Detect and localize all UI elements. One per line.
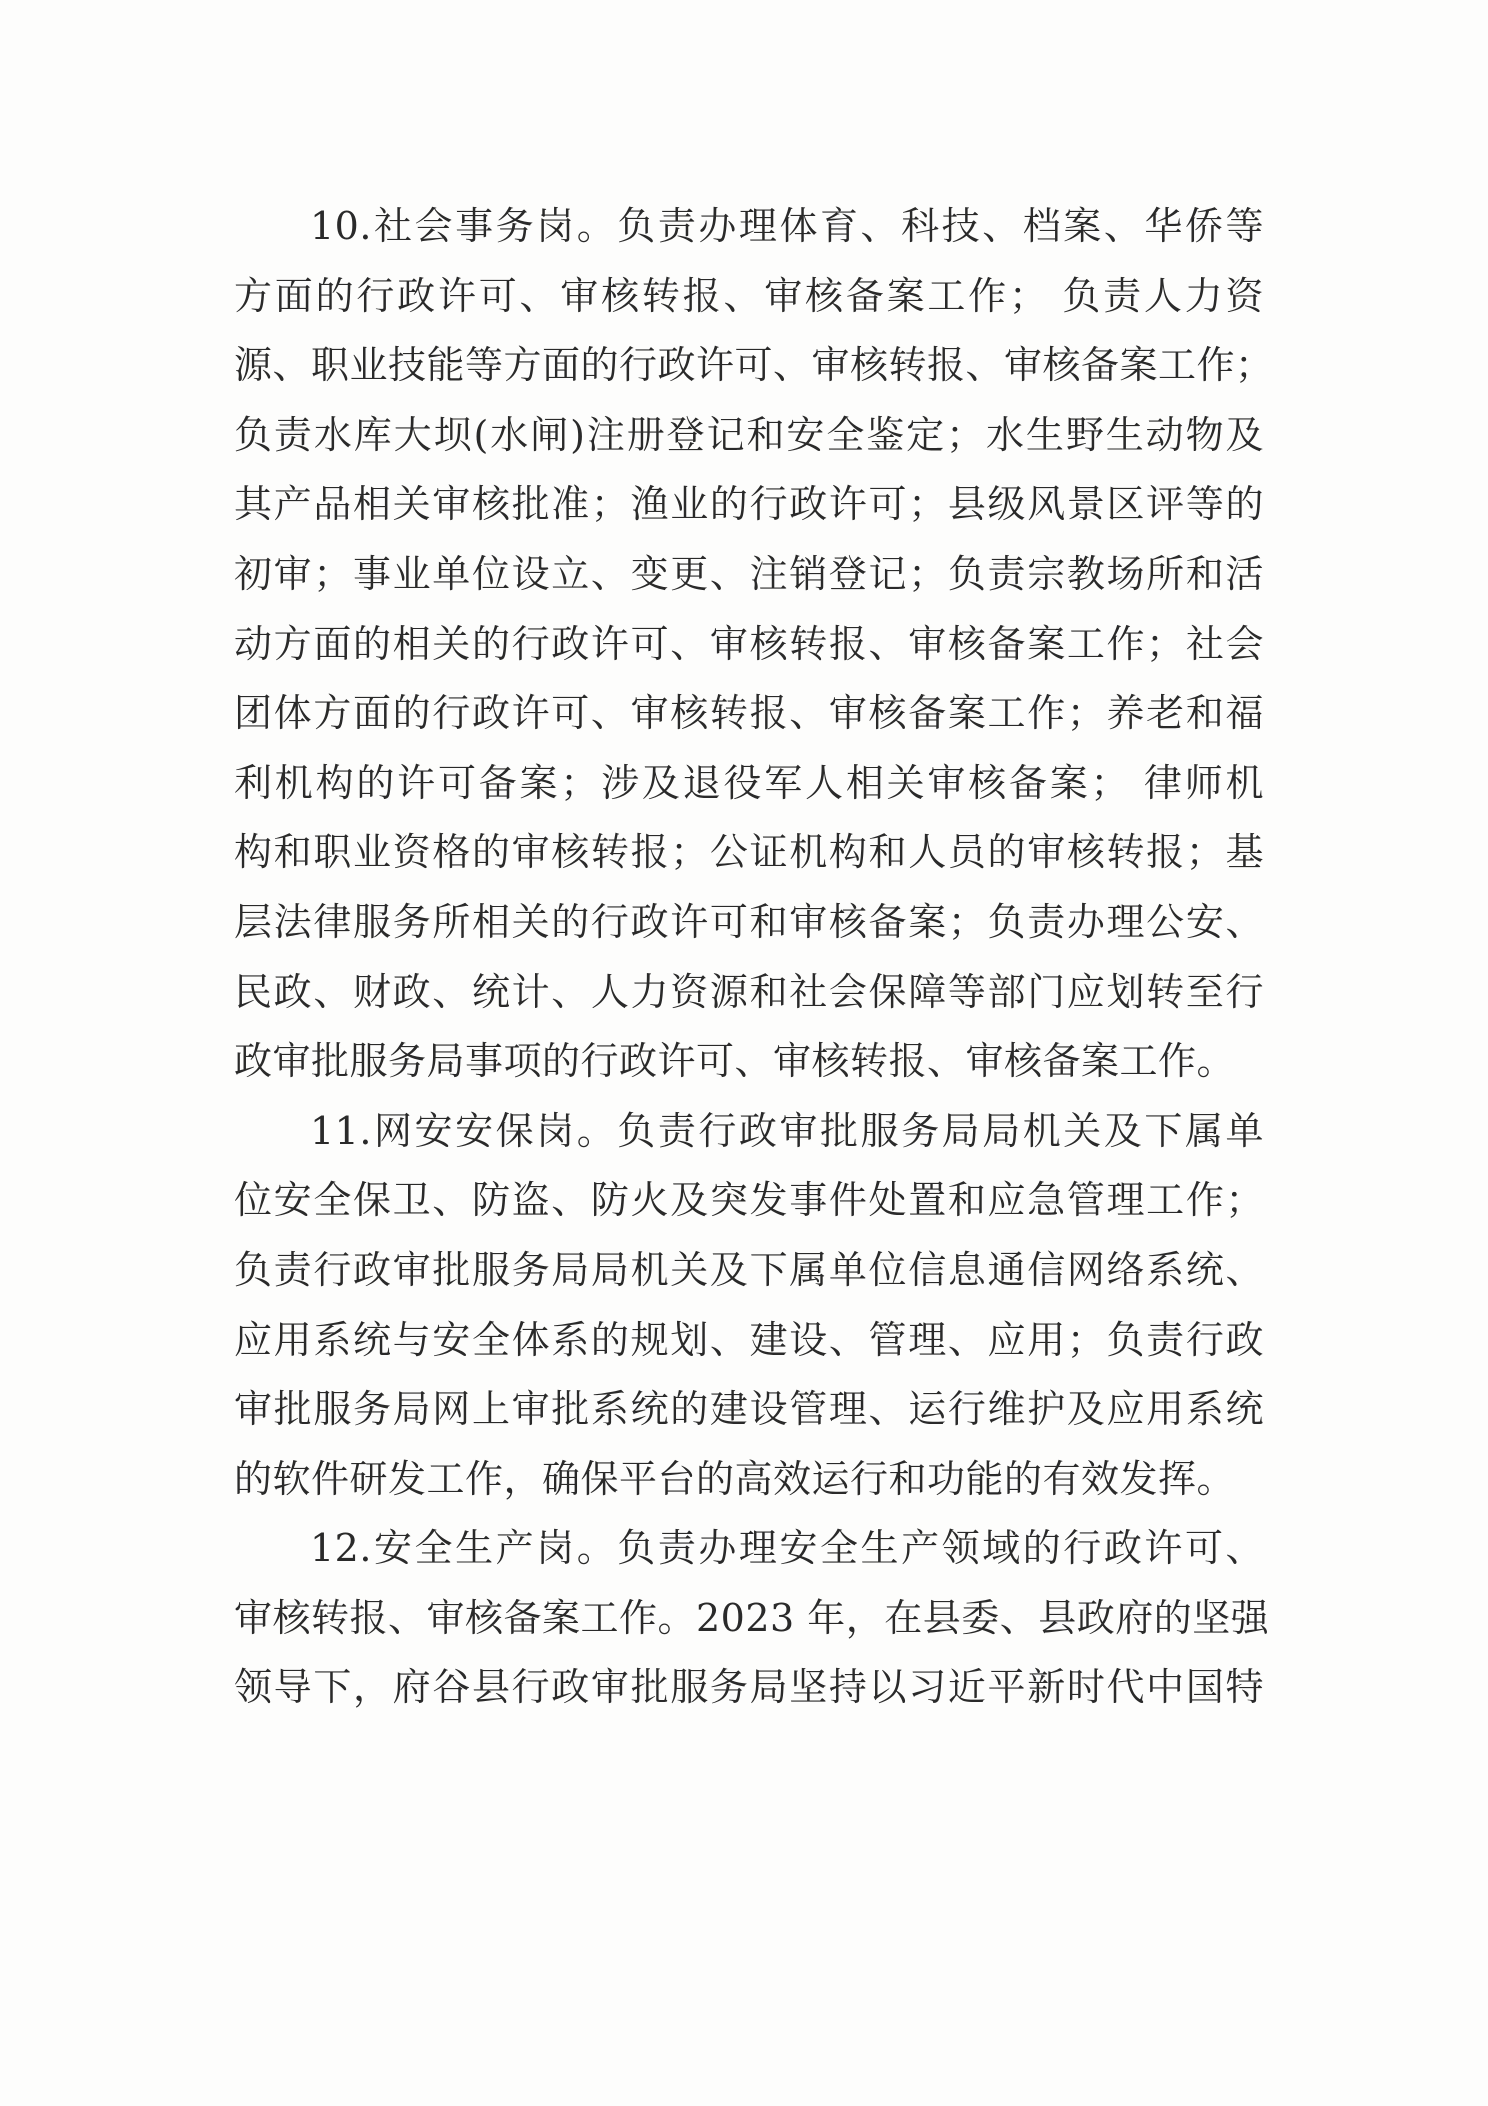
paragraph-10-line-7: 动方面的相关的行政许可、审核转报、审核备案工作；社会 bbox=[234, 621, 1264, 666]
paragraph-12-line-1: 12.安全生产岗。负责办理安全生产领域的行政许可、 bbox=[310, 1526, 1264, 1571]
paragraph-10-line-9: 利机构的许可备案；涉及退役军人相关审核备案； 律师机 bbox=[234, 760, 1264, 805]
paragraph-11-line-3: 负责行政审批服务局局机关及下属单位信息通信网络系统、 bbox=[234, 1247, 1264, 1292]
paragraph-10-line-6: 初审；事业单位设立、变更、注销登记；负责宗教场所和活 bbox=[234, 551, 1264, 596]
paragraph-10-line-2: 方面的行政许可、审核转报、审核备案工作； 负责人力资 bbox=[234, 273, 1264, 318]
paragraph-10-line-11: 层法律服务所相关的行政许可和审核备案；负责办理公安、 bbox=[234, 899, 1264, 944]
paragraph-11-line-6: 的软件研发工作，确保平台的高效运行和功能的有效发挥。 bbox=[234, 1456, 1236, 1501]
paragraph-11-line-2: 位安全保卫、防盗、防火及突发事件处置和应急管理工作； bbox=[234, 1178, 1264, 1223]
paragraph-10-line-10: 构和职业资格的审核转报；公证机构和人员的审核转报；基 bbox=[234, 830, 1264, 875]
paragraph-11-line-5: 审批服务局网上审批系统的建设管理、运行维护及应用系统 bbox=[234, 1387, 1264, 1432]
paragraph-10-line-4: 负责水库大坝(水闸)注册登记和安全鉴定；水生野生动物及 bbox=[234, 412, 1264, 457]
paragraph-10-line-12: 民政、财政、统计、人力资源和社会保障等部门应划转至行 bbox=[234, 969, 1264, 1014]
paragraph-10-line-8: 团体方面的行政许可、审核转报、审核备案工作；养老和福 bbox=[234, 691, 1264, 736]
paragraph-11-line-4: 应用系统与安全体系的规划、建设、管理、应用；负责行政 bbox=[234, 1317, 1264, 1362]
paragraph-10-line-13: 政审批服务局事项的行政许可、审核转报、审核备案工作。 bbox=[234, 1039, 1236, 1084]
paragraph-11-line-1: 11.网安安保岗。负责行政审批服务局局机关及下属单 bbox=[310, 1108, 1264, 1153]
paragraph-12-line-3: 领导下，府谷县行政审批服务局坚持以习近平新时代中国特 bbox=[234, 1665, 1264, 1710]
paragraph-10-line-1: 10.社会事务岗。负责办理体育、科技、档案、华侨等 bbox=[310, 204, 1264, 248]
paragraph-10-line-3: 源、职业技能等方面的行政许可、审核转报、审核备案工作； bbox=[234, 343, 1274, 388]
body-text bbox=[234, 192, 1274, 1723]
paragraph-12-line-2: 审核转报、审核备案工作。2023 年，在县委、县政府的坚强 bbox=[234, 1595, 1270, 1640]
paragraph-10-line-5: 其产品相关审核批准；渔业的行政许可；县级风景区评等的 bbox=[234, 482, 1264, 527]
